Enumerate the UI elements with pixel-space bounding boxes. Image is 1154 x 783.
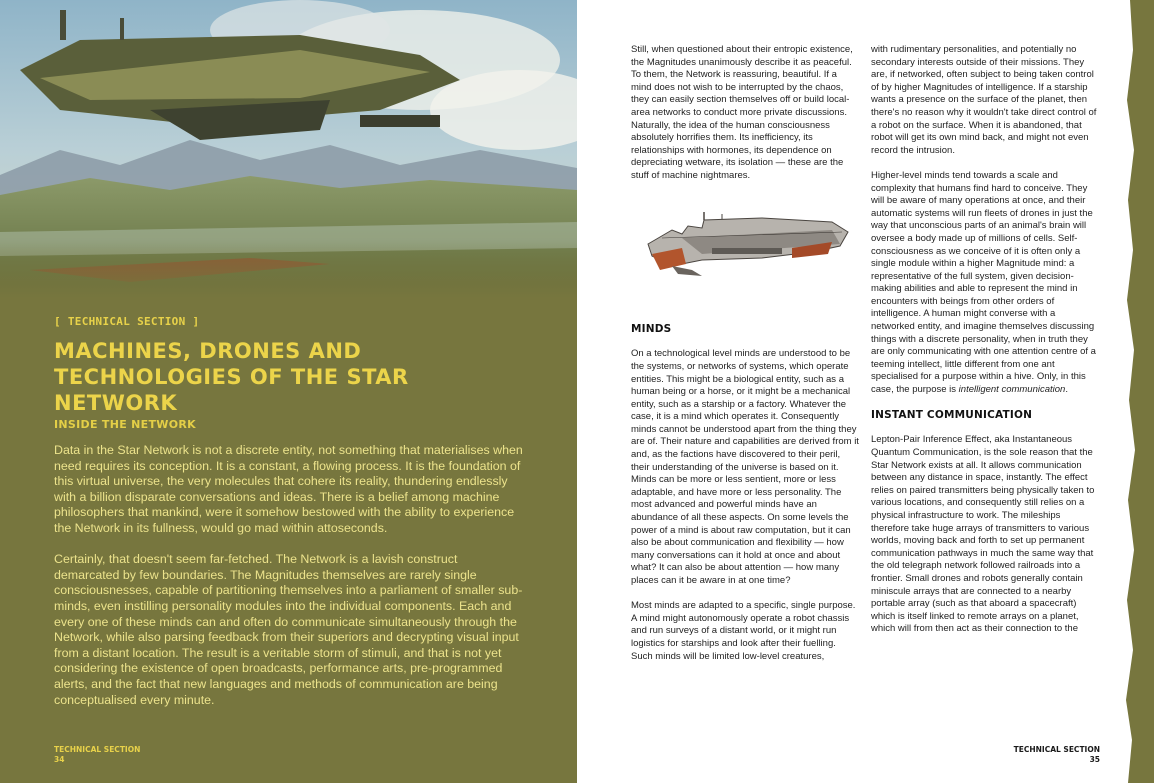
folio-label: TECHNICAL SECTION (1013, 745, 1100, 754)
text-column-left (631, 44, 859, 676)
body-paragraph (871, 170, 1099, 397)
folio-right (1014, 745, 1100, 765)
paragraph-end: . (1065, 384, 1068, 396)
heading-instant-communication: INSTANT COMMUNICATION (871, 409, 1033, 422)
body-paragraph: Data in the Star Network is not a discrete entity, not something that materialises when need requires its conception. It is a constant, a flowing process. It is the foundation of this virtual universe, the very molecules that cohere its reality, thundering endlessly with a billion disparate conversations and ideas. There is a belief among machine philosophers that mankind, were it somehow bestowed with the ability to experience the Network in its fullness, would go mad within attoseconds. (54, 443, 523, 535)
body-paragraph: Most minds are adapted to a specific, single purpose. A mind might autonomously operate a robot chassis and run surveys of a distant world, or it might run logistics for starships and look after their fuelling. Such minds will be limited low-level creatures, (631, 600, 856, 662)
paragraph-text: Higher-level minds tend towards a scale and complexity that humans find hard to conceive. They will be aware of many operations at once, and their automatic systems will run fleets of drones in just the way that unconscious parts of an animal's brain will oversee a body made up of millions of cells. Self-consciousness as we conceive of it is often only a single module within a higher Magnitude mind: a representative of the full system, given decision-making abilities and able to represent the mind in encounters with beings from other orders of intelligence. A human might converse with a networked entity, and imagine themselves discussing things with a discrete personality, when in truth they are only communicating with one attention centre of a teeming intellect, little different from one ant specialised for a purpose within a hive. Only, in this case, the purpose is (871, 169, 1096, 396)
starship-illustration (642, 208, 854, 280)
folio-left (54, 745, 140, 765)
body-paragraph: On a technological level minds are understood to be the systems, or networks of systems, which operate entities. This might be a biological entity, such as a human being or a horse, or it might be a mechanical entity, such as a starship or a factory. Whatever the case, it is a mind which operates it. Consequently minds cannot be understood apart from the thing they are of. Their nature and capabilities are derived from it and, as the factions have discovered to their peril, their understanding of the universe is based on it. Minds can be more or less sentient, more or less adaptable, and have more or less personality. The most advanced and powerful minds have an abundance of all these aspects. On some levels the power of a mind is about raw computation, but it can also be about communication and flexibility — how many conversations can it hold at once and about what? It can also be about attention — how many places can it be aware in at one time? (631, 348, 859, 586)
olive-page-edge (1116, 0, 1154, 783)
page-number: 35 (1089, 755, 1100, 764)
page-number: 34 (54, 755, 65, 764)
page-title: MACHINES, DRONES AND TECHNOLOGIES OF THE STAR NETWORK (54, 339, 409, 415)
emphasis-text: intelligent communication (958, 384, 1066, 396)
body-paragraph: with rudimentary personalities, and potentially no secondary interests outside of their missions. They are, if networked, often subject to being taken control of by higher Magnitudes of intelligence. If a starship wants a presence on the surface of the planet, then there's no reason why it wouldn't take direct control of a robot on the surface. When it is abandoned, that robot will get its own mind back, and might not even record the intrusion. (871, 44, 1097, 156)
text-column-right (871, 44, 1099, 649)
left-body-text (54, 443, 526, 724)
folio-label: TECHNICAL SECTION (54, 745, 141, 754)
subheading-inside-network: INSIDE THE NETWORK (54, 418, 196, 431)
body-paragraph: Still, when questioned about their entropic existence, the Magnitudes unanimously describe it as peaceful. To them, the Network is reassuring, beautiful. If a mind does not wish to be interrupted by the chaos, they can easily section themselves off or build local-area networks to conduct more private discussions. Naturally, the idea of the human consciousness absolutely horrifies them. Its inefficiency, its relationships with hormones, its dependence on depreciating wetware, its isolation — these are the stuff of machine nightmares. (631, 44, 853, 181)
body-paragraph: Lepton-Pair Inference Effect, aka Instantaneous Quantum Communication, is the sole reason that the Star Network exists at all. It allows communication between any distance in space, instantly. The effect relies on paired transmitters being physically taken to various locations, and consequently still relies on a physical infrastructure to work. The mileships therefore take huge arrays of transmitters to various worlds, moving back and forth to set up permanent communication pathways in much the same way that the old telegraph network followed railroads into a frontier. Small drones and robots generally contain miniscule arrays that are connected to a nearby portable array (such as that aboard a spacecraft) which is itself linked to remote arrays on a planet, which will from then act as their connection to the (871, 434, 1095, 635)
body-paragraph: Certainly, that doesn't seem far-fetched. The Network is a lavish construct demarcated by few boundaries. The Magnitudes themselves are rarely single consciousnesses, capable of partitioning themselves into a parliament of smaller sub-minds, even instilling personality modules into the individual components. Each and every one of these minds can and often do communicate simultaneously through the Network, while also parsing feedback from their superiors and decrypting visual input from a distant location. The result is a veritable storm of stimuli, and that is not yet considering the existence of open broadcasts, performance arts, pre-programmed alerts, and the fact that new languages and methods of communication are being conceptualised every minute. (54, 552, 523, 707)
heading-minds: MINDS (631, 323, 672, 336)
section-tag: [ TECHNICAL SECTION ] (54, 315, 200, 328)
landscape-illustration (0, 0, 577, 298)
right-page (577, 0, 1154, 783)
